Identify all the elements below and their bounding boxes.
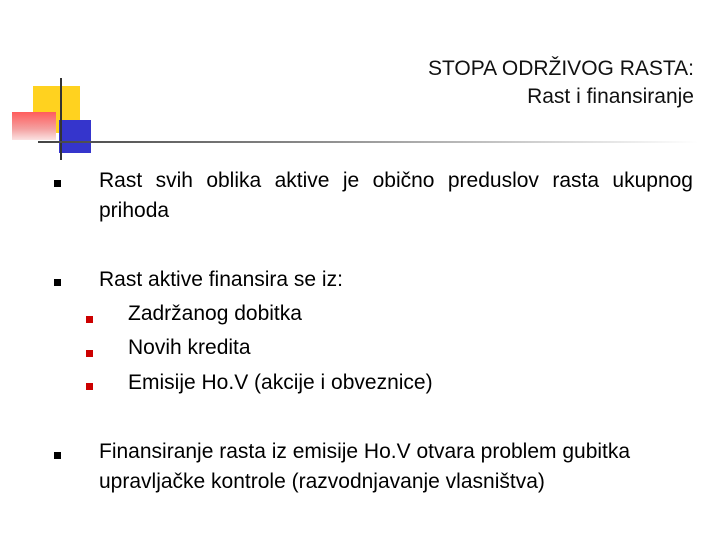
sub-bullet-text: Emisije Ho.V (akcije i obveznice) [128, 371, 433, 394]
bullet-text: Rast svih oblika aktive je obično preduslov rasta ukupnog prihoda [99, 169, 693, 222]
bullet-text: Finansiranje rasta iz emisije Ho.V otvara problem gubitka upravljačke kontrole (razvodnjavanje vlasništva) [99, 440, 631, 493]
bullet-text: Rast aktive finansira se iz: [99, 268, 343, 291]
square-bullet-icon [54, 452, 61, 459]
square-bullet-icon [86, 383, 93, 390]
decorative-logo [0, 0, 100, 170]
square-bullet-icon [54, 279, 61, 286]
sub-bullet-text: Novih kredita [128, 336, 251, 359]
title-divider-line [38, 141, 698, 143]
logo-red-square [12, 112, 56, 140]
square-bullet-icon [86, 316, 93, 323]
slide-title [194, 55, 694, 111]
title-line-2: Rast i finansiranje [527, 85, 694, 108]
title-line-1: STOPA ODRŽIVOG RASTA: [427, 57, 694, 80]
square-bullet-icon [54, 180, 61, 187]
square-bullet-icon [86, 350, 93, 357]
logo-blue-square [59, 120, 91, 153]
sub-bullet-text: Zadržanog dobitka [128, 302, 302, 325]
logo-vertical-line [60, 78, 62, 160]
